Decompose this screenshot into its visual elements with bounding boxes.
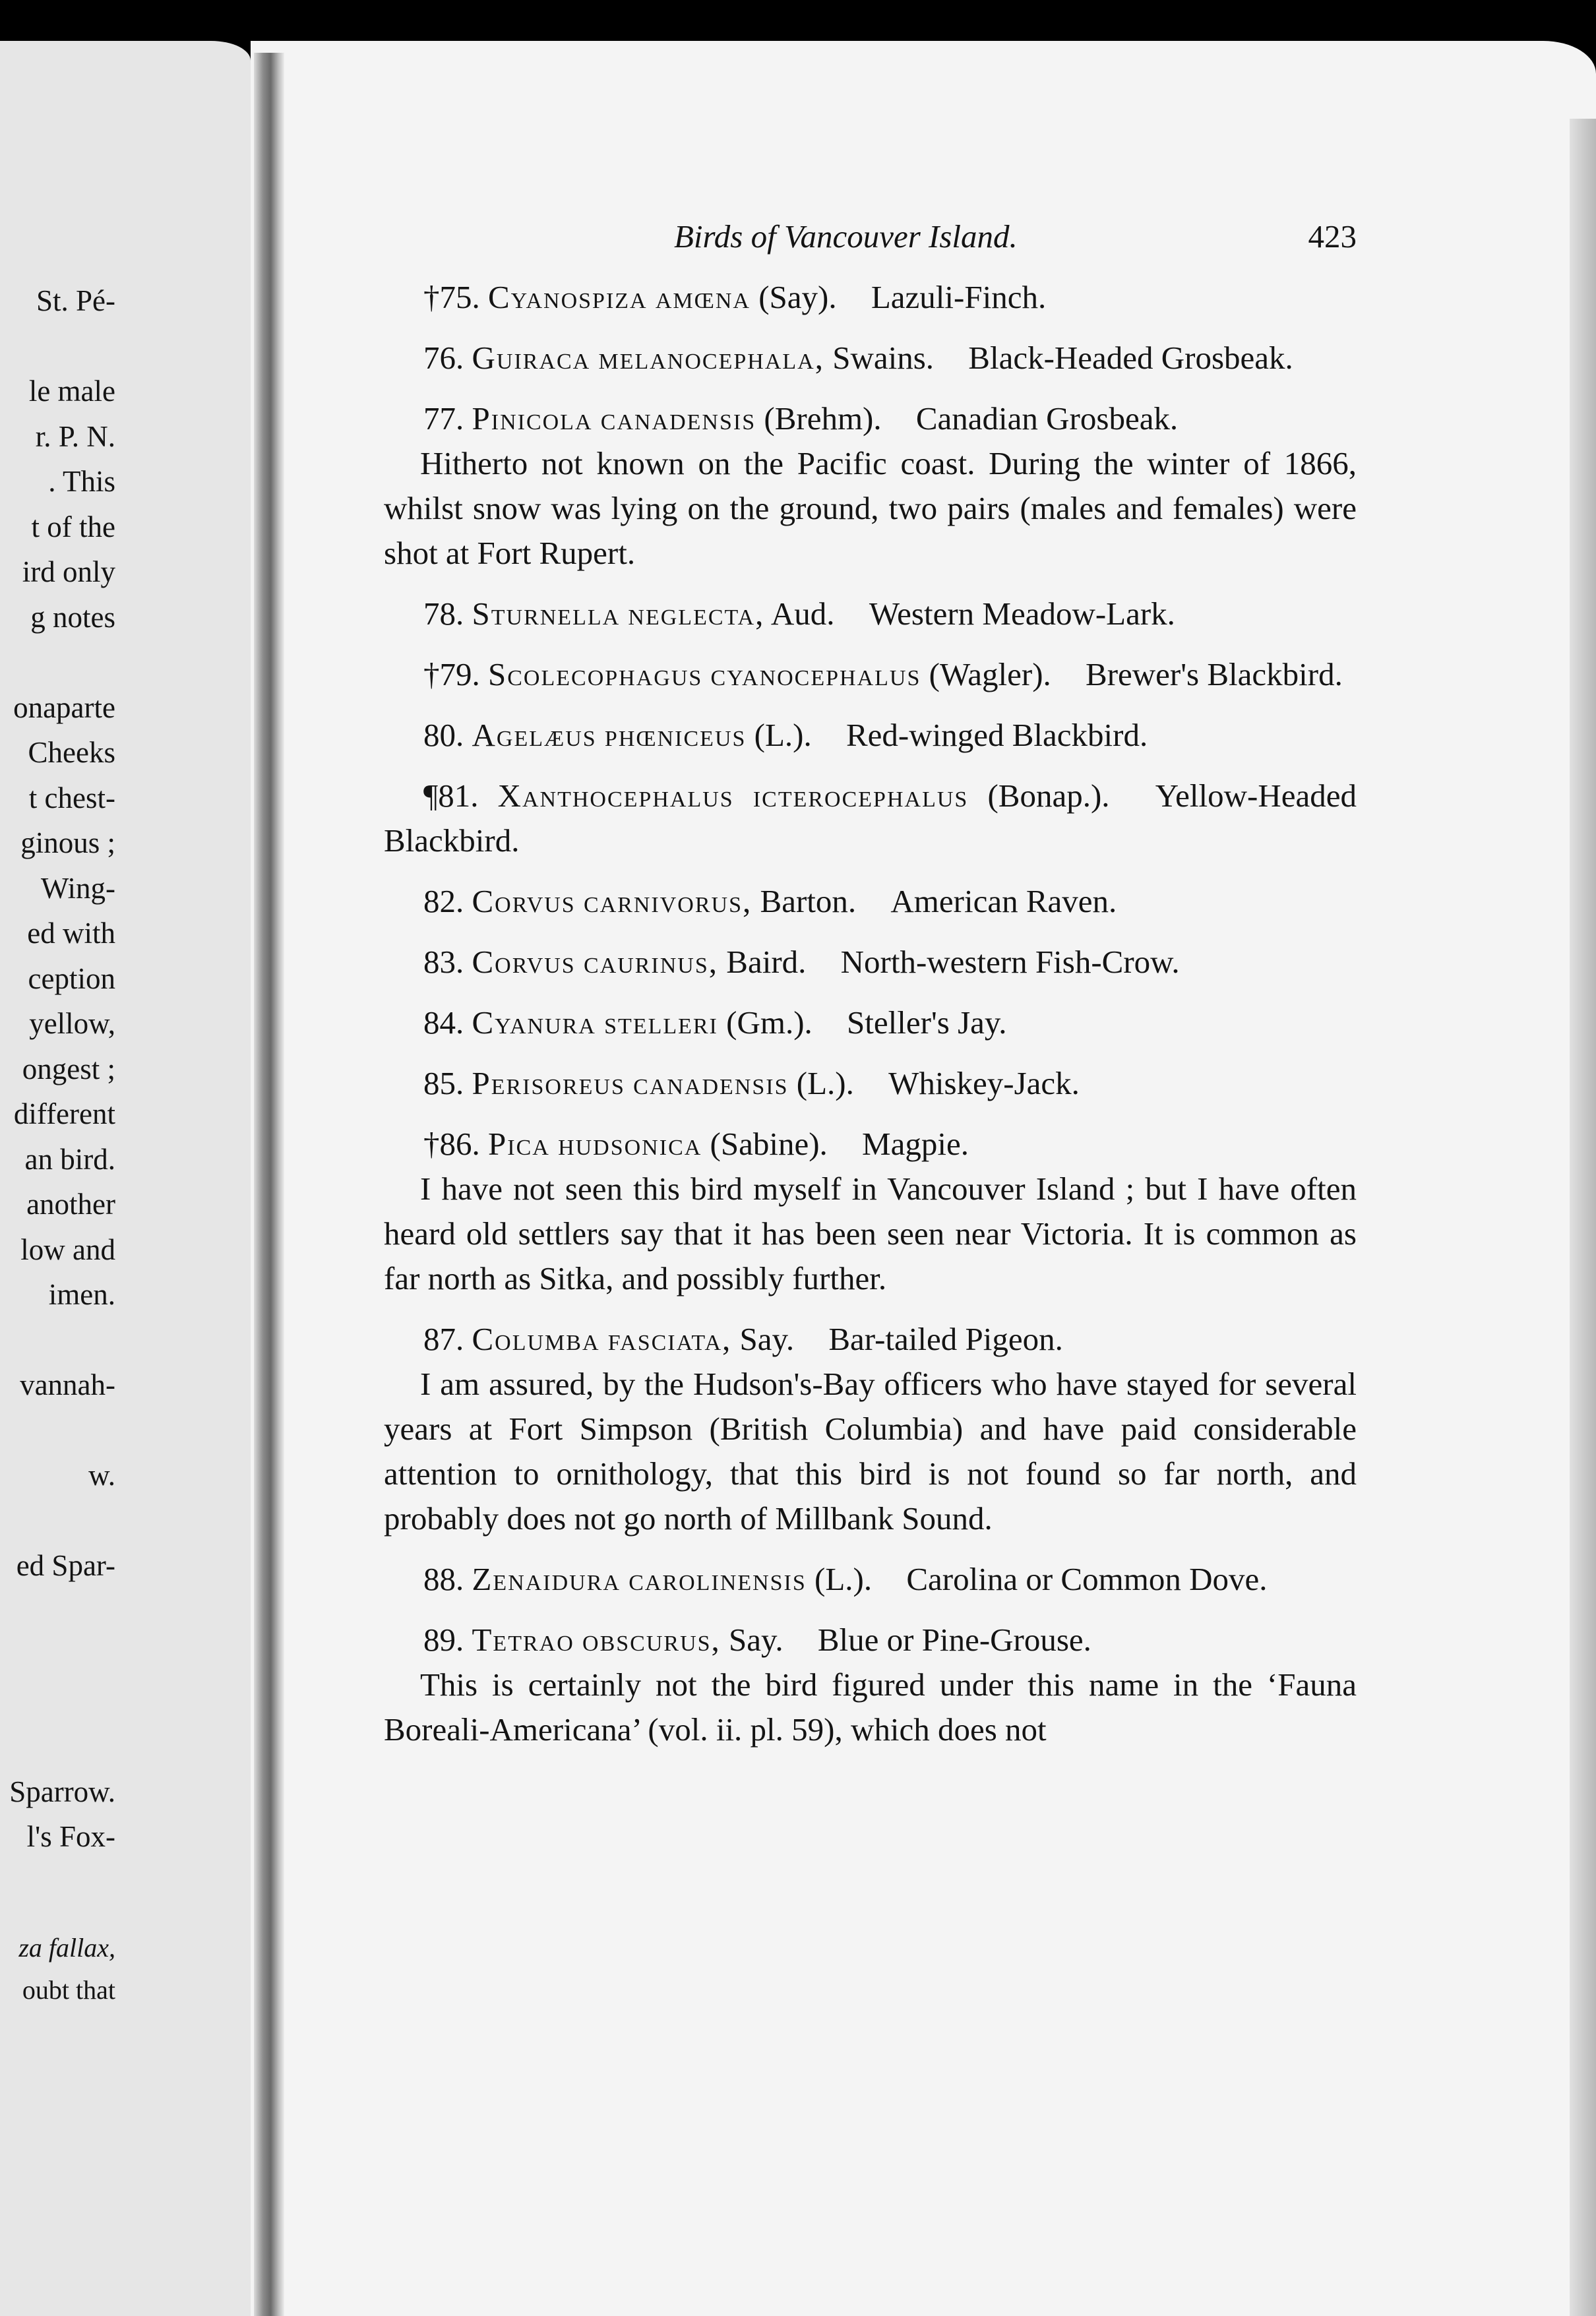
- facing-page-line: ed Spar-: [16, 1549, 115, 1582]
- common-name: Canadian Grosbeak.: [915, 400, 1179, 437]
- species-heading: [384, 1122, 1357, 1167]
- facing-page-footnote-line: oubt that: [22, 1975, 115, 2005]
- page-text: [384, 214, 1357, 1752]
- entry-number: 84.: [423, 1004, 464, 1041]
- genus-name: Agelæus: [472, 717, 597, 753]
- entry-number: 83.: [423, 944, 464, 980]
- entry-number: ¶81.: [423, 777, 479, 814]
- facing-page-line: ed with: [27, 917, 115, 950]
- running-header: [384, 214, 1357, 259]
- species-list: [384, 275, 1357, 1752]
- authority: (Gm.).: [726, 1004, 813, 1041]
- entry-number: 87.: [423, 1321, 464, 1357]
- species-heading: [384, 1618, 1357, 1662]
- species-entry: [384, 396, 1357, 576]
- facing-page-line: low and: [20, 1233, 115, 1266]
- common-name: Steller's Jay.: [847, 1004, 1007, 1041]
- authority: (Sabine).: [710, 1126, 828, 1162]
- facing-page-line: g notes: [30, 600, 115, 634]
- page-number: 423: [1308, 218, 1357, 255]
- facing-page-line: vannah-: [20, 1368, 115, 1401]
- species-entry: [384, 1000, 1357, 1045]
- authority: Swains.: [832, 340, 935, 376]
- authority: (Brehm).: [764, 400, 882, 437]
- entry-number: 78.: [423, 595, 464, 632]
- species-name: hudsonica: [558, 1126, 702, 1162]
- facing-page-line: w.: [88, 1459, 115, 1492]
- facing-page-line: [0, 1679, 115, 1724]
- genus-name: Cyanospiza: [488, 279, 648, 315]
- species-name: caurinus,: [583, 944, 719, 980]
- facing-page-line: [0, 1589, 115, 1634]
- species-heading: [384, 713, 1357, 758]
- authority: (L.).: [796, 1065, 854, 1101]
- common-name: Black-Headed Grosbeak.: [968, 340, 1293, 376]
- species-name: cyanocephalus: [710, 656, 921, 692]
- authority: Say.: [729, 1622, 783, 1658]
- species-entry: [384, 774, 1357, 863]
- common-name: Whiskey-Jack.: [888, 1065, 1080, 1101]
- authority: Baird.: [726, 944, 807, 980]
- genus-name: Guiraca: [472, 340, 591, 376]
- genus-name: Zenaidura: [472, 1561, 621, 1597]
- genus-name: Corvus: [472, 883, 576, 919]
- facing-page-line: Sparrow.: [9, 1775, 115, 1808]
- species-entry: [384, 652, 1357, 697]
- authority: Say.: [739, 1321, 795, 1357]
- facing-page-line: [0, 1318, 115, 1363]
- entry-number: 82.: [423, 883, 464, 919]
- facing-page-line: t of the: [31, 510, 115, 543]
- species-entry: [384, 1557, 1357, 1602]
- common-name: American Raven.: [890, 883, 1117, 919]
- facing-page-edge: [0, 41, 251, 2316]
- common-name: Bar-tailed Pigeon.: [828, 1321, 1063, 1357]
- facing-page-line: ongest ;: [22, 1052, 115, 1085]
- entry-number: †79.: [423, 656, 480, 692]
- entry-number: †86.: [423, 1126, 480, 1162]
- facing-page-line: l's Fox-: [26, 1820, 115, 1853]
- species-entry: [384, 592, 1357, 636]
- species-note: I am assured, by the Hudson's-Bay officers who have stayed for several years at Fort Simpson (British Columbia) and have paid considerable attention to ornithology, that this bird is not found so far north, and probably does not go north of Millbank Sound.: [384, 1366, 1357, 1537]
- entry-number: 89.: [423, 1622, 464, 1658]
- facing-page-line: ginous ;: [20, 826, 115, 859]
- species-name: canadensis: [633, 1065, 789, 1101]
- facing-page-line: an bird.: [24, 1142, 115, 1176]
- entry-number: 80.: [423, 717, 464, 753]
- species-note: I have not seen this bird myself in Vancouver Island ; but I have often heard old settlers say that it has been seen near Victoria. It is common as far north as Sitka, and possibly further.: [384, 1171, 1357, 1296]
- species-heading: [384, 940, 1357, 985]
- running-title: Birds of Vancouver Island.: [674, 218, 1018, 255]
- facing-page-line: Cheeks: [28, 736, 115, 769]
- facing-page-line: Wing-: [40, 871, 115, 905]
- facing-page-line: ird only: [22, 555, 115, 588]
- facing-page-line: t chest-: [28, 781, 115, 814]
- common-name: Blue or Pine-Grouse.: [817, 1622, 1091, 1658]
- facing-page-footnote-line: za fallax,: [18, 1933, 115, 1963]
- common-name: Yellow-Headed Blackbird.: [384, 777, 1357, 859]
- genus-name: Cyanura: [472, 1004, 596, 1041]
- facing-page-line: . This: [48, 465, 115, 498]
- common-name: North-western Fish-Crow.: [840, 944, 1180, 980]
- genus-name: Columba: [472, 1321, 600, 1357]
- species-heading: [384, 1000, 1357, 1045]
- entry-number: 76.: [423, 340, 464, 376]
- species-entry: [384, 1317, 1357, 1541]
- species-heading: [384, 1317, 1357, 1362]
- facing-page-line: r. P. N.: [35, 419, 115, 453]
- species-heading: [384, 396, 1357, 441]
- facing-page-line: ception: [28, 961, 115, 995]
- genus-name: Pica: [488, 1126, 550, 1162]
- facing-page-line: [0, 640, 115, 685]
- common-name: Magpie.: [862, 1126, 969, 1162]
- species-entry: [384, 879, 1357, 924]
- species-entry: [384, 1618, 1357, 1752]
- genus-name: Xanthocephalus: [497, 777, 734, 814]
- facing-page-text: [0, 278, 115, 1860]
- species-name: carnivorus,: [583, 883, 752, 919]
- facing-page-line: imen.: [48, 1278, 115, 1311]
- genus-name: Perisoreus: [472, 1065, 625, 1101]
- species-name: stelleri: [604, 1004, 718, 1041]
- facing-page-line: [0, 1408, 115, 1453]
- facing-page-line: le male: [28, 375, 115, 408]
- species-name: canadensis: [600, 400, 756, 437]
- facing-page-line: St. Pé-: [36, 284, 115, 317]
- species-entry: [384, 1122, 1357, 1301]
- genus-name: Corvus: [472, 944, 576, 980]
- species-heading: [384, 1061, 1357, 1106]
- species-entry: [384, 336, 1357, 381]
- species-name: carolinensis: [629, 1561, 807, 1597]
- authority: (L.).: [754, 717, 812, 753]
- species-heading: [384, 275, 1357, 320]
- species-heading: [384, 336, 1357, 381]
- genus-name: Tetrao: [472, 1622, 574, 1658]
- facing-page-line: [0, 324, 115, 369]
- facing-page-line: another: [26, 1188, 115, 1221]
- common-name: Brewer's Blackbird.: [1086, 656, 1343, 692]
- common-name: Lazuli-Finch.: [871, 279, 1047, 315]
- species-name: melanocephala,: [598, 340, 824, 376]
- species-entry: [384, 275, 1357, 320]
- species-name: obscurus,: [582, 1622, 721, 1658]
- common-name: Carolina or Common Dove.: [906, 1561, 1268, 1597]
- entry-number: 77.: [423, 400, 464, 437]
- common-name: Western Meadow-Lark.: [869, 595, 1175, 632]
- species-heading: [384, 879, 1357, 924]
- species-name: phœniceus: [604, 717, 747, 753]
- genus-name: Sturnella: [472, 595, 621, 632]
- species-name: neglecta,: [628, 595, 765, 632]
- authority: (Wagler).: [929, 656, 1051, 692]
- facing-page-footnote: [0, 1927, 115, 2011]
- facing-page-line: yellow,: [29, 1007, 115, 1040]
- authority: Aud.: [770, 595, 835, 632]
- facing-page-line: onaparte: [13, 690, 115, 724]
- species-entry: [384, 940, 1357, 985]
- authority: (L.).: [814, 1561, 873, 1597]
- species-heading: [384, 774, 1357, 863]
- species-note: Hitherto not known on the Pacific coast. During the winter of 1866, whilst snow was lying on the ground, two pairs (males and females) were shot at Fort Rupert.: [384, 445, 1357, 571]
- species-entry: [384, 713, 1357, 758]
- species-heading: [384, 652, 1357, 697]
- facing-page-line: [0, 1633, 115, 1679]
- facing-page-line: [0, 1498, 115, 1544]
- entry-number: 85.: [423, 1065, 464, 1101]
- species-heading: [384, 1557, 1357, 1602]
- common-name: Red-winged Blackbird.: [845, 717, 1148, 753]
- species-entry: [384, 1061, 1357, 1106]
- facing-page-line: different: [13, 1097, 115, 1130]
- genus-name: Scolecophagus: [488, 656, 703, 692]
- authority: (Bonap.).: [987, 777, 1110, 814]
- species-name: icterocephalus: [752, 777, 969, 814]
- entry-number: †75.: [423, 279, 480, 315]
- species-name: fasciata,: [607, 1321, 732, 1357]
- species-heading: [384, 592, 1357, 636]
- species-name: amœna: [655, 279, 751, 315]
- entry-number: 88.: [423, 1561, 464, 1597]
- authority: Barton.: [760, 883, 857, 919]
- genus-name: Pinicola: [472, 400, 593, 437]
- authority: (Say).: [758, 279, 837, 315]
- book-gutter: [254, 53, 284, 2316]
- facing-page-line: [0, 1724, 115, 1769]
- species-note: This is certainly not the bird figured under this name in the ‘Fauna Boreali-Americana’ (vol. ii. pl. 59), which does not: [384, 1666, 1357, 1748]
- page-edge-shadow: [1570, 119, 1596, 2316]
